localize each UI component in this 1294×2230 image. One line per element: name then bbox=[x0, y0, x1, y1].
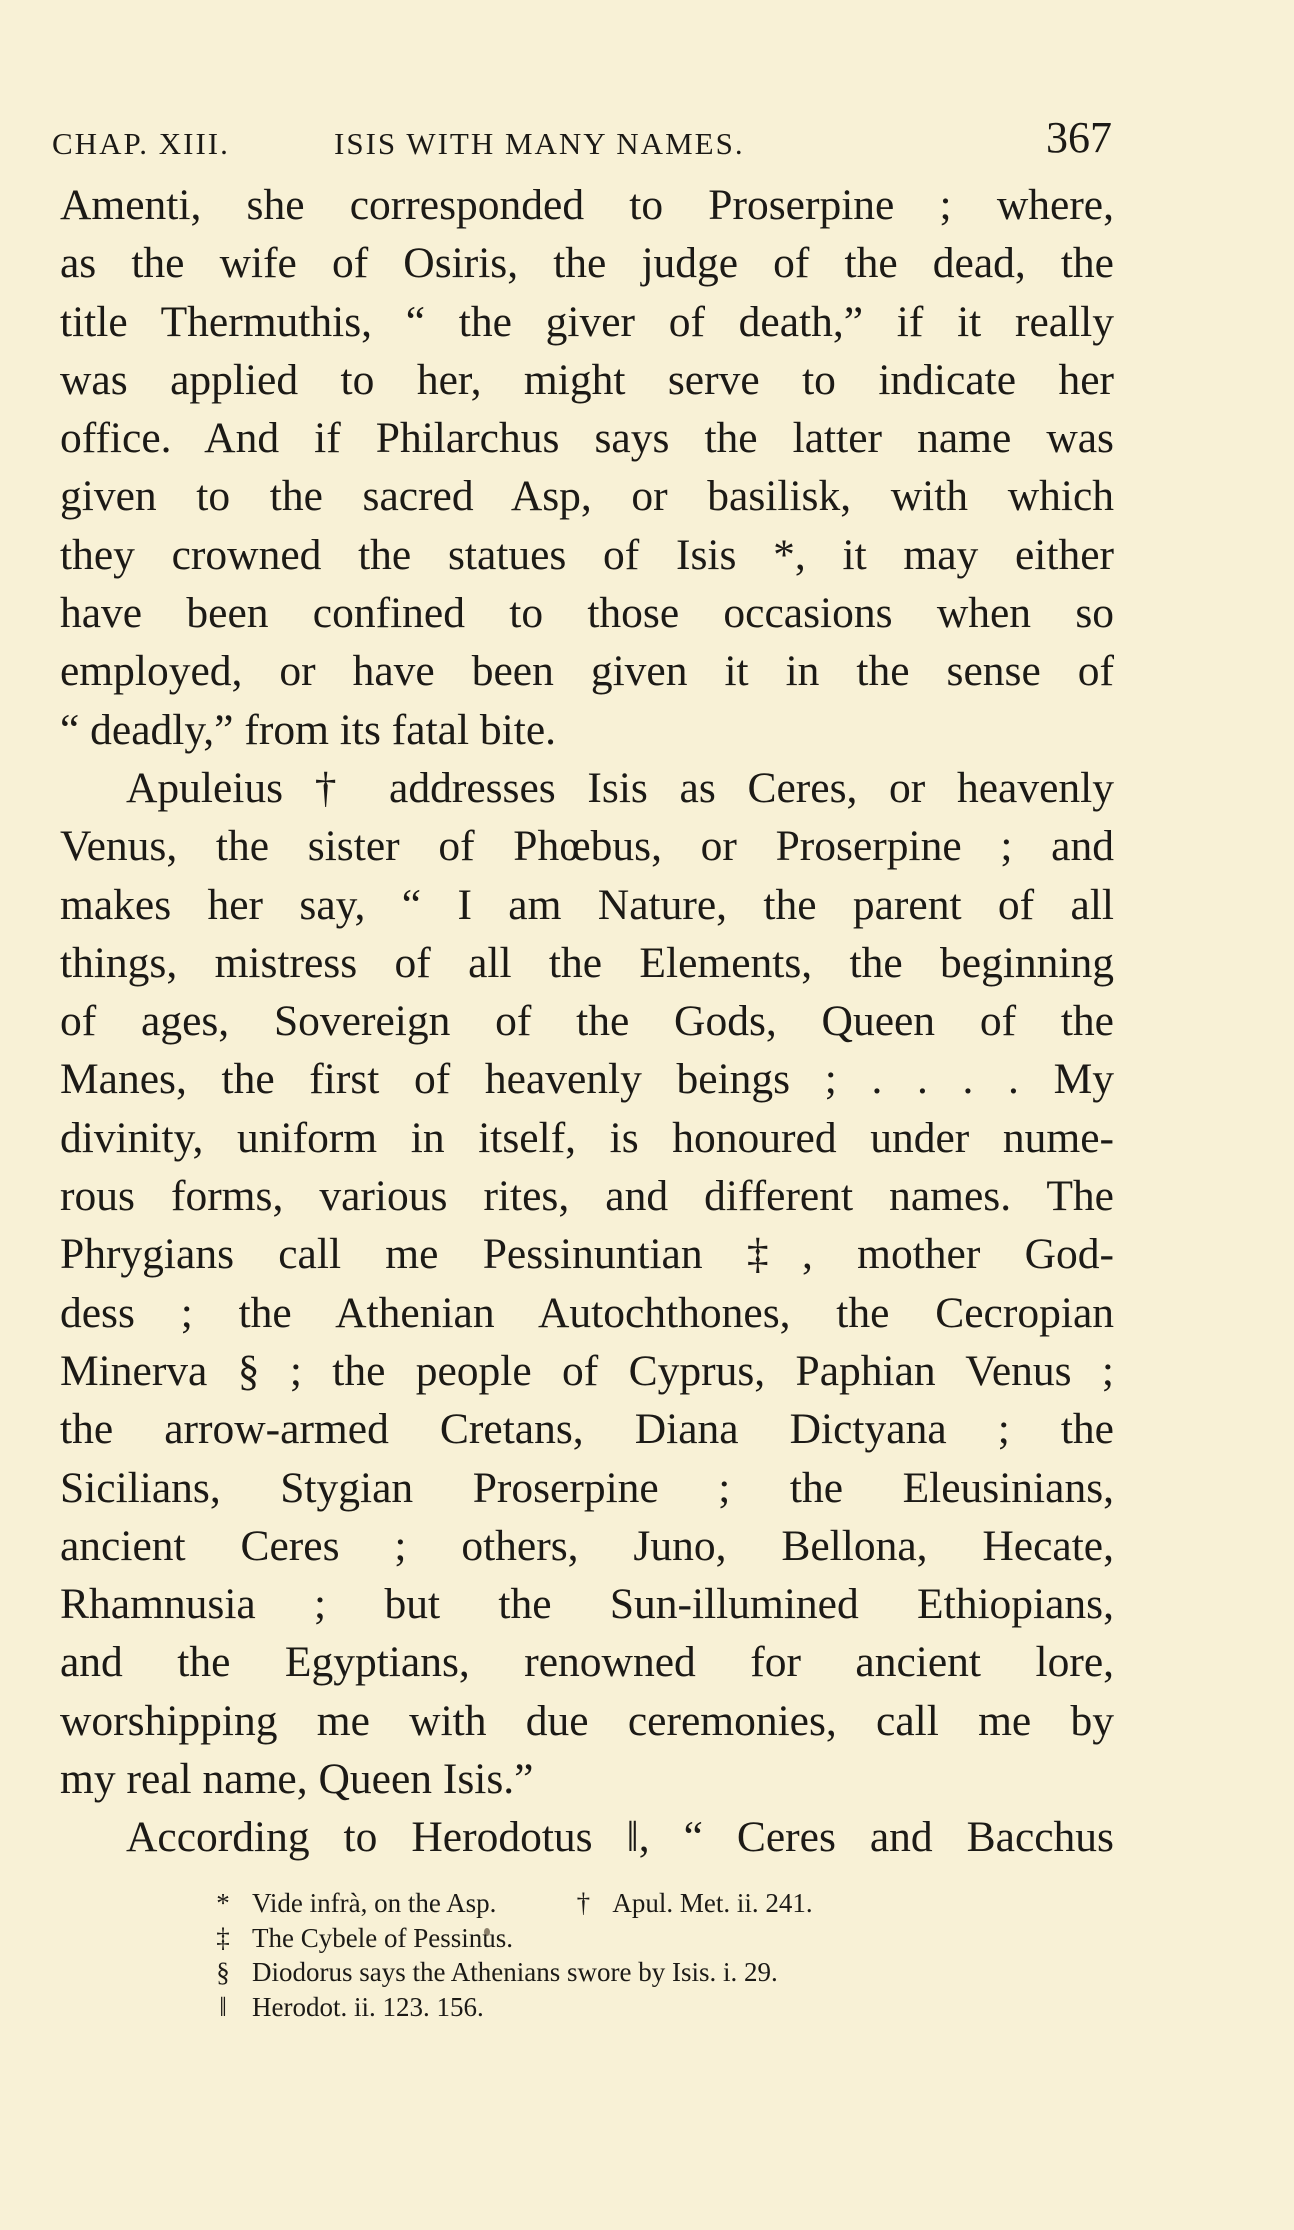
text-line: was applied to her, might serve to indicate her bbox=[60, 355, 1114, 404]
running-head bbox=[52, 112, 1112, 172]
text-line: office. And if Philarchus says the latter name was bbox=[60, 414, 1114, 463]
text-line: Manes, the first of heavenly beings ; . . . . My bbox=[60, 1055, 1114, 1104]
text-line: have been confined to those occasions when so bbox=[60, 589, 1114, 638]
text-line: things, mistress of all the Elements, the beginning bbox=[60, 938, 1114, 987]
text-line: Sicilians, Stygian Proserpine ; the Eleusinians, bbox=[60, 1463, 1114, 1512]
text-line: ancient Ceres ; others, Juno, Bellona, Hecate, bbox=[60, 1521, 1114, 1570]
page-number: 367 bbox=[1046, 113, 1112, 162]
footnote-row bbox=[60, 1886, 1070, 1921]
footnote-mark: * bbox=[216, 1888, 230, 1918]
text-line: Venus, the sister of Phœbus, or Proserpine ; and bbox=[60, 822, 1114, 871]
text-line: Rhamnusia ; but the Sun-illumined Ethiopians, bbox=[60, 1580, 1114, 1629]
text-line: title Thermuthis, “ the giver of death,” if it really bbox=[60, 297, 1114, 346]
footnote-mark: ‡ bbox=[216, 1922, 230, 1953]
text-line: “ deadly,” from its fatal bite. bbox=[60, 705, 557, 754]
footnote-row bbox=[60, 1921, 1070, 1956]
text-line: According to Herodotus ‖, “ Ceres and Bacchus bbox=[126, 1813, 1114, 1862]
footnote-text: Diodorus says the Athenians swore by Isis. i. 29. bbox=[252, 1957, 778, 1987]
footnote-text: The Cybele of Pessinus. bbox=[252, 1922, 513, 1953]
text-line: rous forms, various rites, and different names. The bbox=[60, 1172, 1114, 1221]
footnote-text: Apul. Met. ii. 241. bbox=[612, 1888, 813, 1918]
text-line: divinity, uniform in itself, is honoured under nume- bbox=[60, 1113, 1114, 1162]
footnote-mark: § bbox=[216, 1957, 230, 1987]
footnote-row bbox=[60, 1955, 1070, 1990]
text-line: my real name, Queen Isis.” bbox=[60, 1755, 534, 1804]
text-line: Minerva § ; the people of Cyprus, Paphian Venus ; bbox=[60, 1346, 1114, 1395]
footnote-row bbox=[60, 1990, 1070, 2025]
footnote-text: Vide infrà, on the Asp. bbox=[252, 1888, 497, 1918]
footnotes bbox=[60, 1886, 1070, 2024]
text-line: worshipping me with due ceremonies, call me by bbox=[60, 1696, 1114, 1745]
text-line: the arrow-armed Cretans, Diana Dictyana ; the bbox=[60, 1405, 1114, 1454]
body-text bbox=[60, 176, 1114, 1867]
text-line: they crowned the statues of Isis *, it may either bbox=[60, 530, 1114, 579]
footnote-text: Herodot. ii. 123. 156. bbox=[252, 1991, 484, 2022]
text-line: Amenti, she corresponded to Proserpine ; where, bbox=[60, 181, 1114, 229]
footnote-mark: ‖ bbox=[219, 1991, 227, 2022]
footnote-mark: † bbox=[576, 1888, 591, 1918]
text-line: Phrygians call me Pessinuntian ‡, mother God- bbox=[60, 1230, 1114, 1279]
text-line: given to the sacred Asp, or basilisk, with which bbox=[60, 472, 1114, 521]
text-line: dess ; the Athenian Autochthones, the Cecropian bbox=[60, 1288, 1114, 1337]
text-line: Apuleius † addresses Isis as Ceres, or heavenly bbox=[126, 763, 1114, 812]
text-line: makes her say, “ I am Nature, the parent of all bbox=[60, 880, 1114, 929]
text-line: employed, or have been given it in the sense of bbox=[60, 647, 1114, 696]
running-title: ISIS WITH MANY NAMES. bbox=[334, 126, 745, 161]
text-line: of ages, Sovereign of the Gods, Queen of the bbox=[60, 997, 1114, 1046]
text-line: and the Egyptians, renowned for ancient lore, bbox=[60, 1638, 1114, 1687]
text-line: as the wife of Osiris, the judge of the dead, the bbox=[60, 239, 1114, 288]
chapter-label: CHAP. XIII. bbox=[52, 126, 230, 161]
